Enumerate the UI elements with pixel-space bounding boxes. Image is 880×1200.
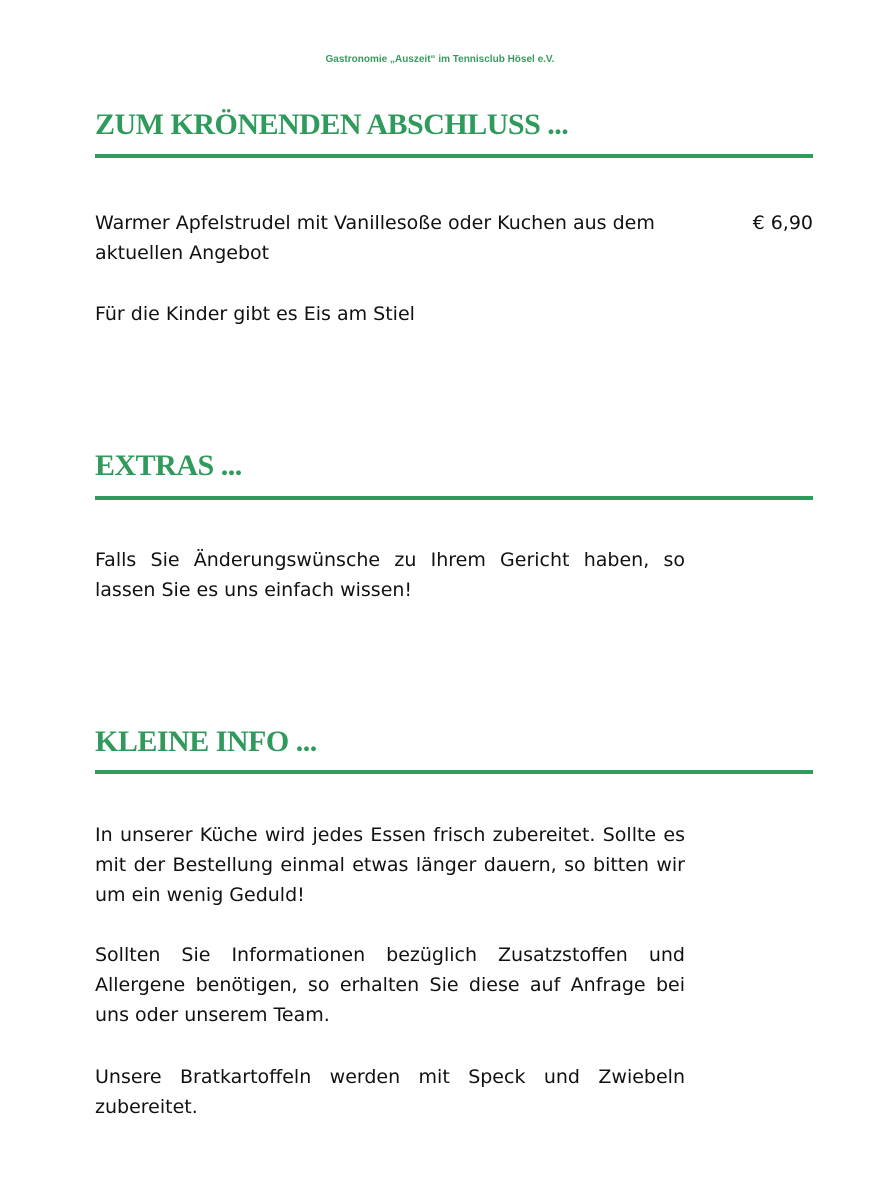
page-header: Gastronomie „Auszeit“ im Tennisclub Hösel e.V.: [325, 54, 555, 65]
section-divider-dessert: [95, 154, 813, 158]
section-title-extras: EXTRAS ...: [95, 449, 242, 482]
menu-item-price: € 6,90: [752, 212, 813, 234]
dessert-note: Für die Kinder gibt es Eis am Stiel: [95, 303, 415, 325]
info-paragraph: Unsere Bratkartoffeln werden mit Speck und Zwiebeln zubereitet.: [95, 1066, 685, 1118]
section-divider-info: [95, 770, 813, 774]
info-paragraph: In unserer Küche wird jedes Essen frisch zubereitet. Sollte es mit der Bestellung einmal etwas länger dauern, so bitten wir um ein wenig Geduld!: [95, 824, 685, 906]
section-title-dessert: ZUM KRÖNENDEN ABSCHLUSS ...: [95, 108, 569, 141]
section-title-info: KLEINE INFO ...: [95, 725, 317, 758]
menu-item-description: Warmer Apfelstrudel mit Vanillesoße oder Kuchen aus dem aktuellen Angebot: [95, 212, 655, 264]
info-paragraph: Sollten Sie Informationen bezüglich Zusatzstoffen und Allergene benötigen, so erhalten Sie diese auf Anfrage bei uns oder unserem Team.: [95, 944, 685, 1026]
extras-text: Falls Sie Änderungswünsche zu Ihrem Gericht haben, so lassen Sie es uns einfach wissen!: [95, 549, 685, 601]
section-divider-extras: [95, 496, 813, 500]
